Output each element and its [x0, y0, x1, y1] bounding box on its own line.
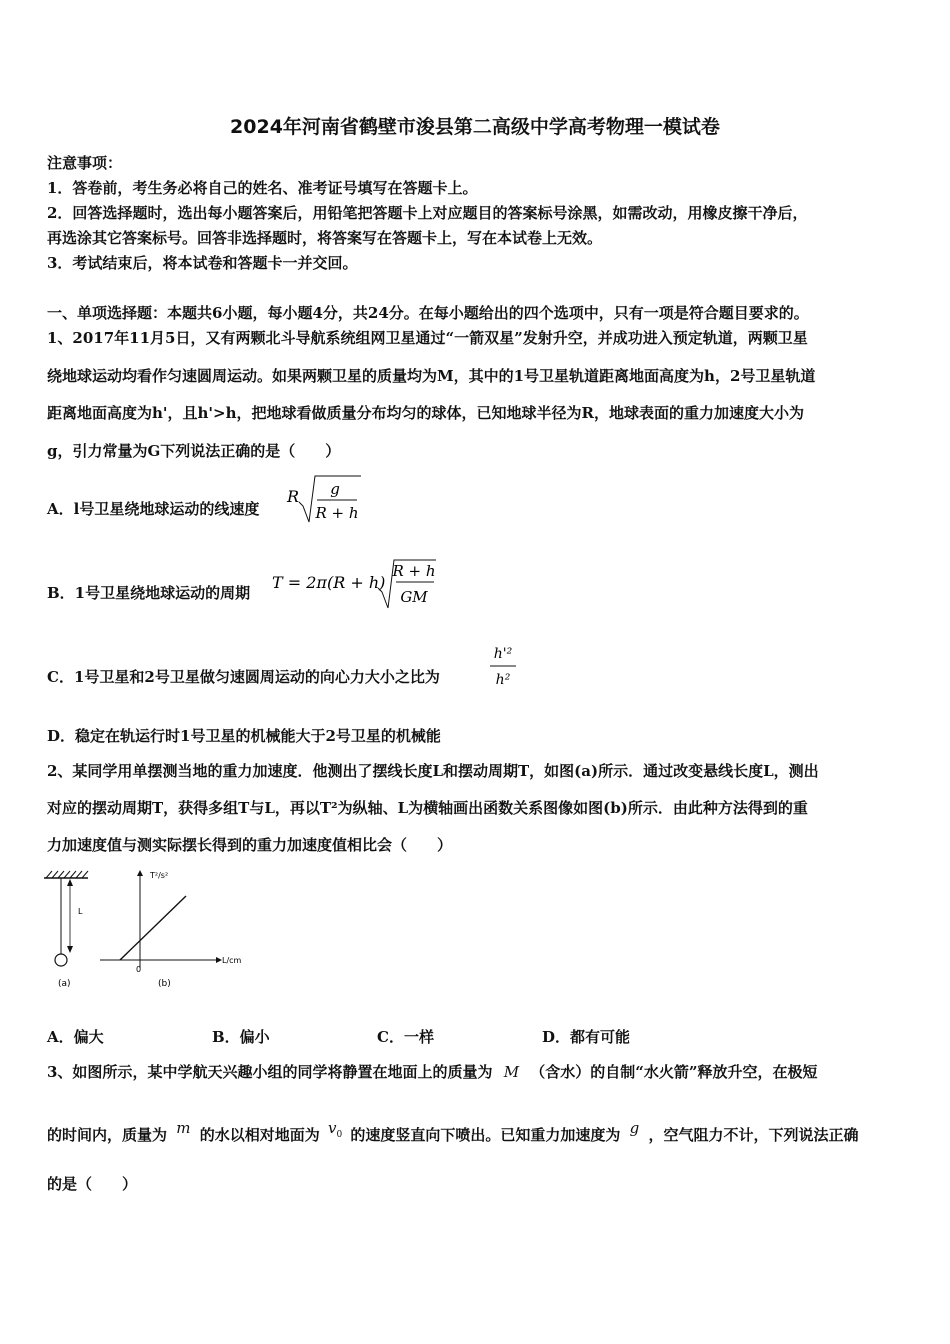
- q2-line-1: 2、某同学用单摆测当地的重力加速度．他测出了摆线长度L和摆动周期T，如图(a)所示．通过改变悬线长度L，测出: [47, 762, 819, 780]
- t2-l-graph: [100, 870, 242, 989]
- q3-text-2b: 的水以相对地面为: [199, 1126, 320, 1144]
- notice-item-1: 1．答卷前，考生务必将自己的姓名、准考证号填写在答题卡上。: [47, 179, 478, 197]
- q2-line-3: 力加速度值与测实际摆长得到的重力加速度值相比会（ ）: [47, 836, 453, 854]
- formula-b-lhs: T = 2π(R + h): [272, 573, 386, 592]
- q3-line-2: [47, 1119, 859, 1147]
- q3-text-2c: 的速度竖直向下喷出。已知重力加速度为: [350, 1126, 621, 1144]
- q2-option-b: B．偏小: [212, 1028, 270, 1046]
- q3-line-1: [47, 1061, 818, 1082]
- origin-label: 0: [136, 965, 142, 974]
- q1-option-b: B．1号卫星绕地球运动的周期: [47, 584, 251, 602]
- q1-line-2: 绕地球运动均看作匀速圆周运动。如果两颗卫星的质量均为M，其中的1号卫星轨道距离地面高度为h，2号卫星轨道: [47, 367, 816, 385]
- formula-a-r: R: [287, 487, 300, 506]
- notice-item-2: 2．回答选择题时，选出每小题答案后，用铅笔把答题卡上对应题目的答案标号涂黑，如需改动，用橡皮擦干净后，: [47, 204, 808, 222]
- q2-option-c: C．一样: [377, 1028, 434, 1046]
- length-label: L: [78, 907, 83, 916]
- formula-a-num: g: [330, 480, 340, 498]
- formula-a: [285, 472, 365, 526]
- caption-a: (a): [58, 979, 71, 989]
- hatch-mark: [76, 871, 82, 878]
- section-heading: 一、单项选择题：本题共6小题，每小题4分，共24分。在每小题给出的四个选项中，只有一项是符合题目要求的。: [47, 304, 809, 322]
- q1-option-c: C．1号卫星和2号卫星做匀速圆周运动的向心力大小之比为: [47, 668, 440, 686]
- caption-b: (b): [158, 979, 171, 989]
- q2-line-2: 对应的摆动周期T，获得多组T与L，再以T²为纵轴、L为横轴画出函数关系图像如图(b)所示．由此种方法得到的重: [47, 799, 808, 817]
- x-axis-label: L/cm: [222, 956, 242, 965]
- q3-symbol-m-small: m: [176, 1119, 191, 1137]
- hatch-mark: [52, 871, 58, 878]
- formula-b-den: GM: [400, 588, 428, 606]
- hatch-mark: [58, 871, 64, 878]
- q1-line-3: 距离地面高度为h'，且h'>h，把地球看做质量分布均匀的球体，已知地球半径为R，地球表面的重力加速度大小为: [47, 404, 804, 422]
- q3-line-3: 的是（ ）: [47, 1175, 138, 1193]
- q2-option-a: A．偏大: [47, 1028, 104, 1046]
- notice-heading: 注意事项：: [47, 154, 123, 172]
- arrow-head-down: [67, 946, 73, 953]
- hatch-mark: [70, 871, 76, 878]
- hatch-mark: [82, 871, 88, 878]
- data-line: [120, 896, 186, 960]
- pendulum-diagram: [44, 871, 88, 989]
- q3-text-2d: ，空气阻力不计，下列说法正确: [648, 1126, 859, 1144]
- q2-figure: [40, 862, 260, 994]
- q3-symbol-m-big: M: [503, 1063, 520, 1081]
- y-axis-label: T²/s²: [150, 871, 169, 880]
- q3-symbol-g: g: [629, 1119, 640, 1137]
- page-title: 2024年河南省鹤壁市浚县第二高级中学高考物理一模试卷: [230, 116, 720, 138]
- q3-symbol-v0: [327, 1119, 343, 1140]
- y-axis-arrow: [137, 870, 143, 876]
- formula-b-num: R + h: [392, 562, 436, 580]
- hatch-mark: [46, 871, 52, 878]
- notice-item-3: 3．考试结束后，将本试卷和答题卡一并交回。: [47, 254, 358, 272]
- q2-option-d: D．都有可能: [542, 1028, 631, 1046]
- q1-line-4: g，引力常量为G下列说法正确的是（ ）: [47, 442, 341, 460]
- formula-c: [486, 640, 520, 692]
- formula-c-num: h'²: [493, 646, 513, 662]
- formula-c-den: h²: [495, 672, 511, 688]
- arrow-head-up: [67, 879, 73, 886]
- formula-a-den: R + h: [315, 504, 359, 522]
- q3-text-1a: 3、如图所示，某中学航天兴趣小组的同学将静置在地面上的质量为: [47, 1063, 493, 1081]
- v-subscript: 0: [336, 1130, 343, 1140]
- q1-option-d: D．稳定在轨运行时1号卫星的机械能大于2号卫星的机械能: [47, 727, 441, 745]
- q3-text-2a: 的时间内，质量为: [47, 1126, 168, 1144]
- q3-text-1b: （含水）的自制“水火箭”释放升空，在极短: [530, 1063, 818, 1081]
- notice-item-2-cont: 再选涂其它答案标号。回答非选择题时，将答案写在答题卡上，写在本试卷上无效。: [47, 229, 603, 247]
- pendulum-bob: [55, 954, 67, 966]
- q1-line-1: 1、2017年11月5日，又有两颗北斗导航系统组网卫星通过“一箭双星”发射升空，并成功进入预定轨道，两颗卫星: [47, 329, 808, 347]
- v-symbol: v: [327, 1119, 337, 1137]
- q1-option-a: A．l号卫星绕地球运动的线速度: [47, 500, 260, 518]
- hatch-mark: [64, 871, 70, 878]
- formula-b: [270, 556, 442, 610]
